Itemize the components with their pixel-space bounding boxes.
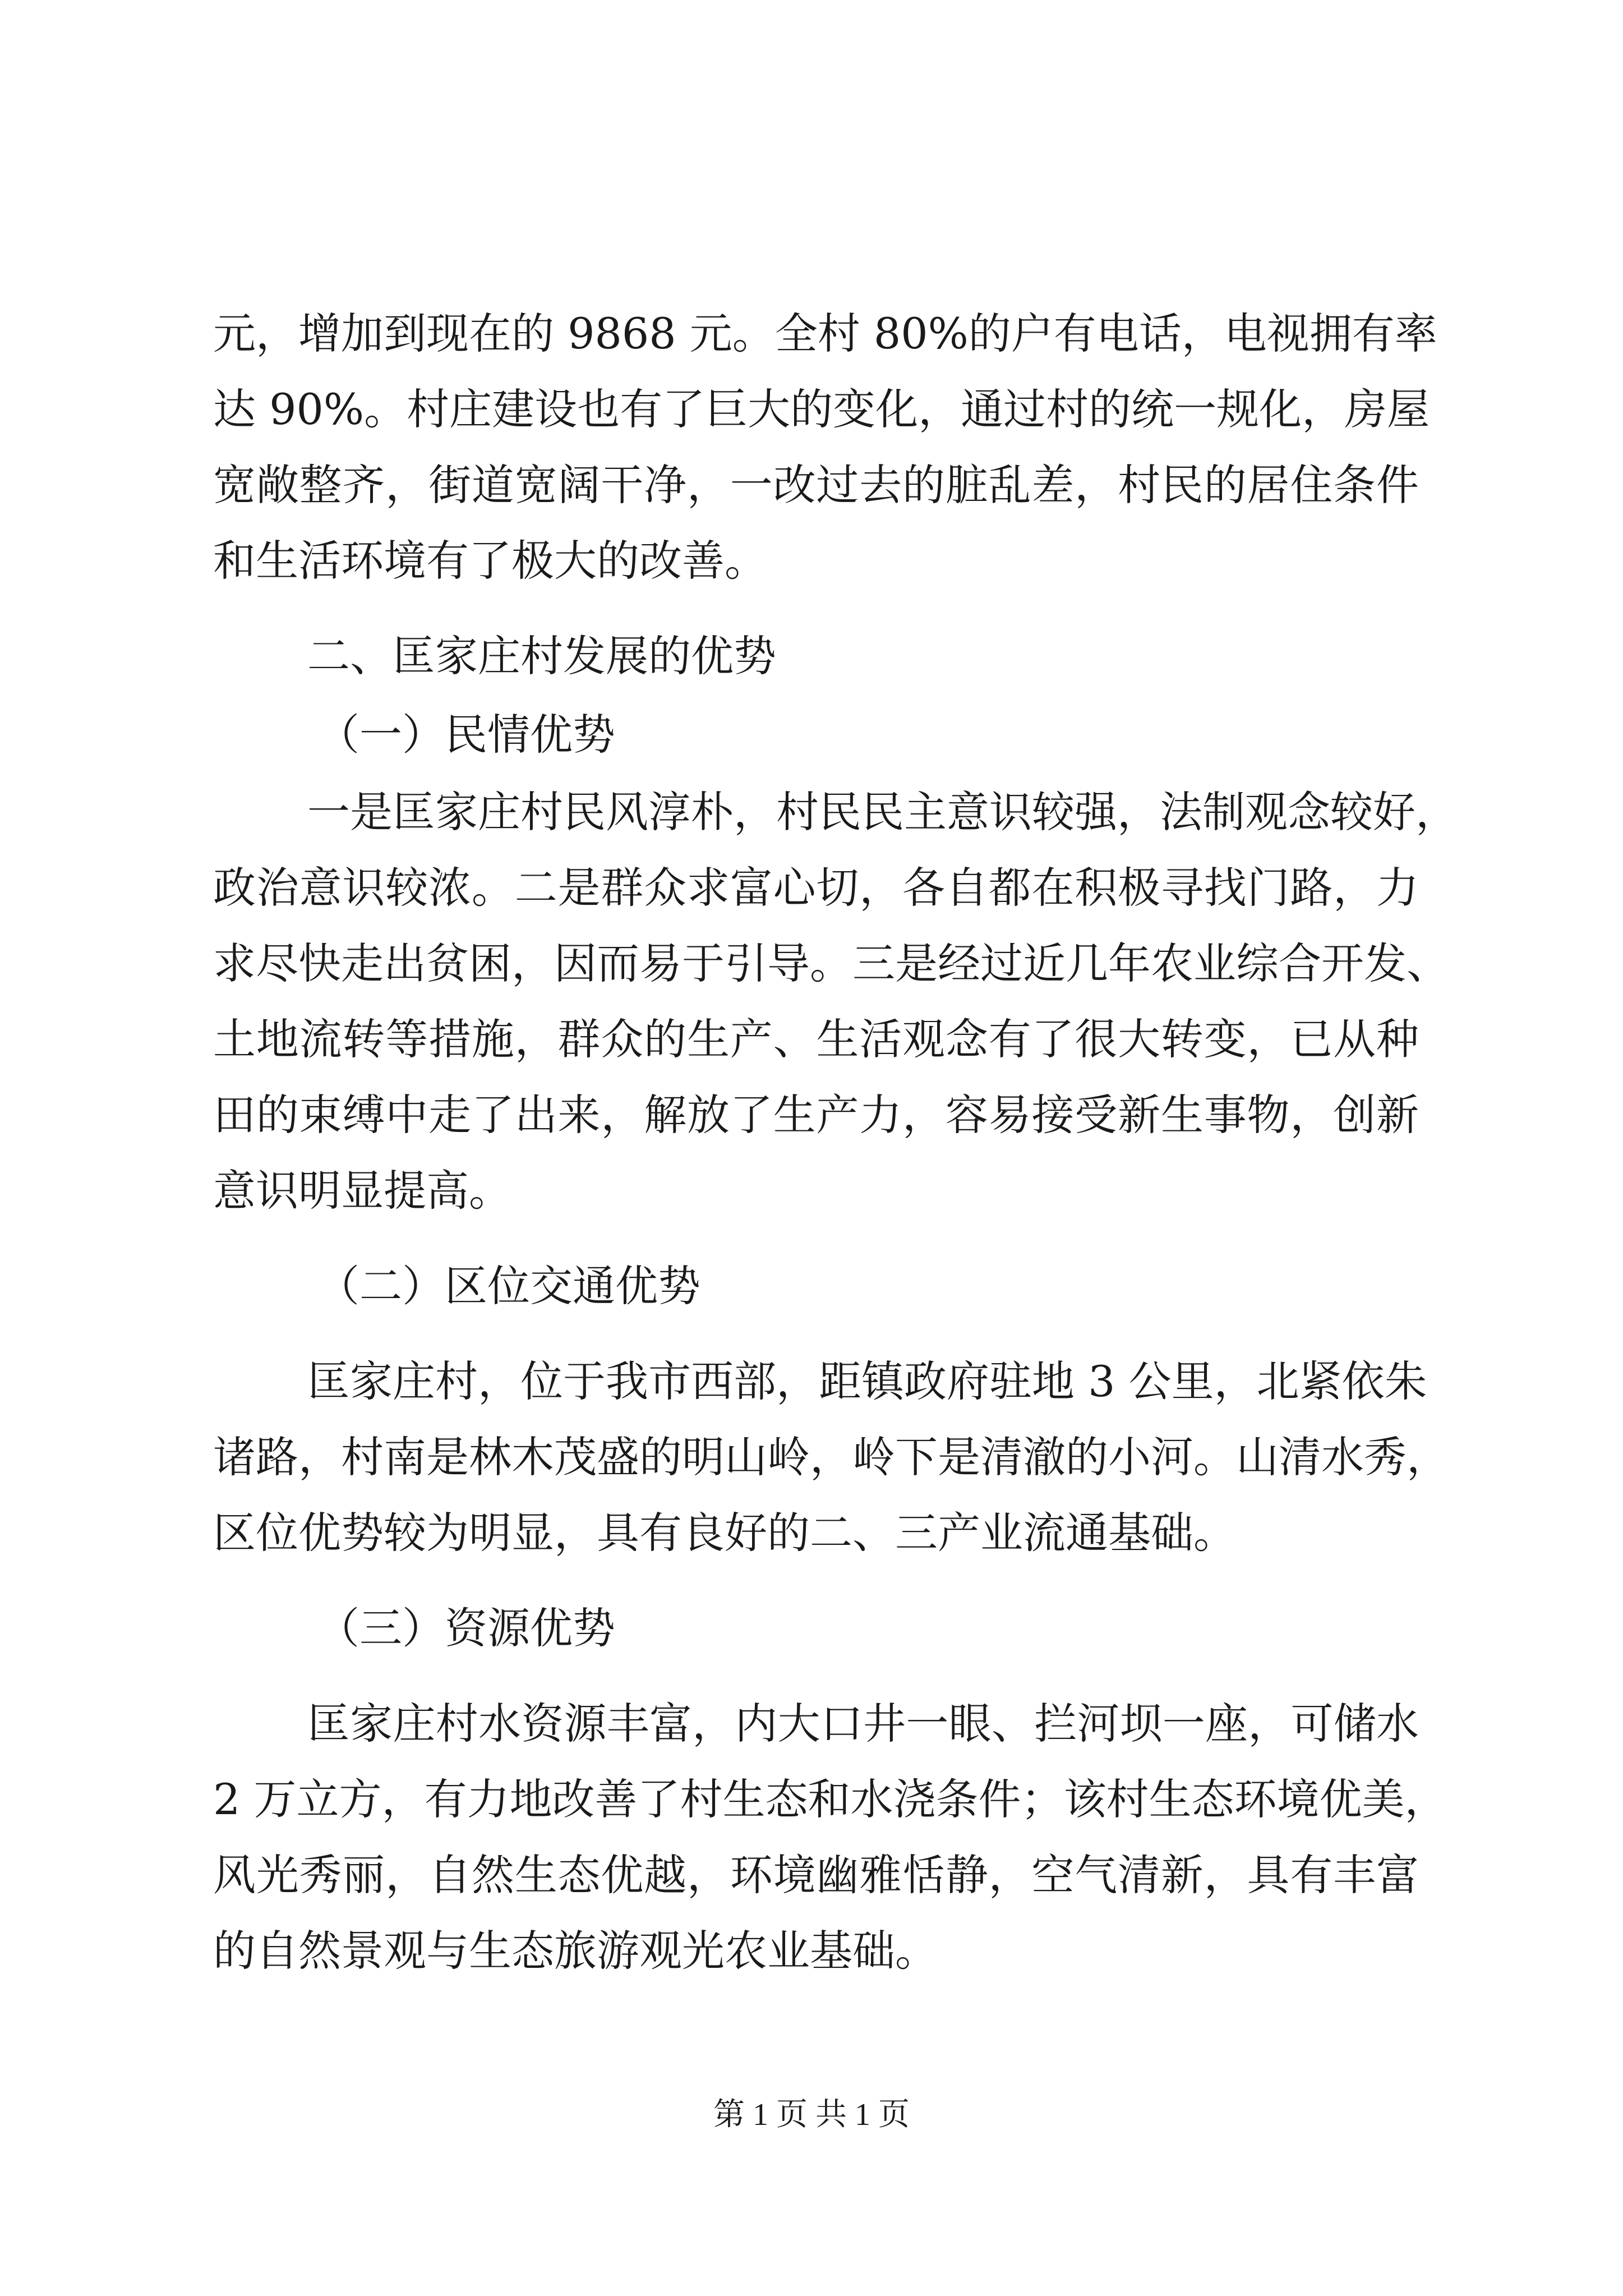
- body-text-line: 和生活环境有了极大的改善。: [213, 536, 767, 586]
- subsection-heading: （三）资源优势: [317, 1603, 615, 1653]
- subsection-heading: （一）民情优势: [317, 710, 615, 760]
- body-text-line: 达 90%。村庄建设也有了巨大的变化，通过村的统一规化，房屋: [213, 384, 1430, 434]
- body-text-line: 意识明显提高。: [213, 1166, 511, 1216]
- body-text-line: 元，增加到现在的 9868 元。全村 80%的户有电话，电视拥有率: [213, 309, 1437, 358]
- body-text-line: 政治意识较浓。二是群众求富心切，各自都在积极寻找门路，力: [213, 863, 1419, 913]
- body-text-line: 宽敞整齐，街道宽阔干净，一改过去的脏乱差，村民的居住条件: [213, 460, 1419, 510]
- body-text-line: 一是匡家庄村民风淳朴，村民民主意识较强，法制观念较好，: [307, 787, 1458, 837]
- subsection-heading: （二）区位交通优势: [317, 1261, 700, 1311]
- body-text-line: 的自然景观与生态旅游观光农业基础。: [213, 1926, 938, 1976]
- body-text-line: 土地流转等措施，群众的生产、生活观念有了很大转变，已从种: [213, 1014, 1419, 1064]
- body-text-line: 诸路，村南是林木茂盛的明山岭，岭下是清澈的小河。山清水秀，: [213, 1432, 1449, 1482]
- body-text-line: 区位优势较为明显，具有良好的二、三产业流通基础。: [213, 1508, 1236, 1558]
- body-text-line: 田的束缚中走了出来，解放了生产力，容易接受新生事物，创新: [213, 1090, 1419, 1140]
- body-text-line: 匡家庄村，位于我市西部，距镇政府驻地 3 公里，北紧依朱: [307, 1356, 1427, 1406]
- section-heading: 二、匡家庄村发展的优势: [307, 631, 776, 681]
- body-text-line: 2 万立方，有力地改善了村生态和水浇条件；该村生态环境优美，: [213, 1774, 1447, 1824]
- body-text-line: 匡家庄村水资源丰富，内大口井一眼、拦河坝一座，可储水: [307, 1699, 1419, 1749]
- body-text-line: 求尽快走出贫困，因而易于引导。三是经过近几年农业综合开发、: [213, 938, 1449, 988]
- page-footer: 第 1 页 共 1 页: [713, 2097, 910, 2132]
- body-text-line: 风光秀丽，自然生态优越，环境幽雅恬静，空气清新，具有丰富: [213, 1850, 1419, 1900]
